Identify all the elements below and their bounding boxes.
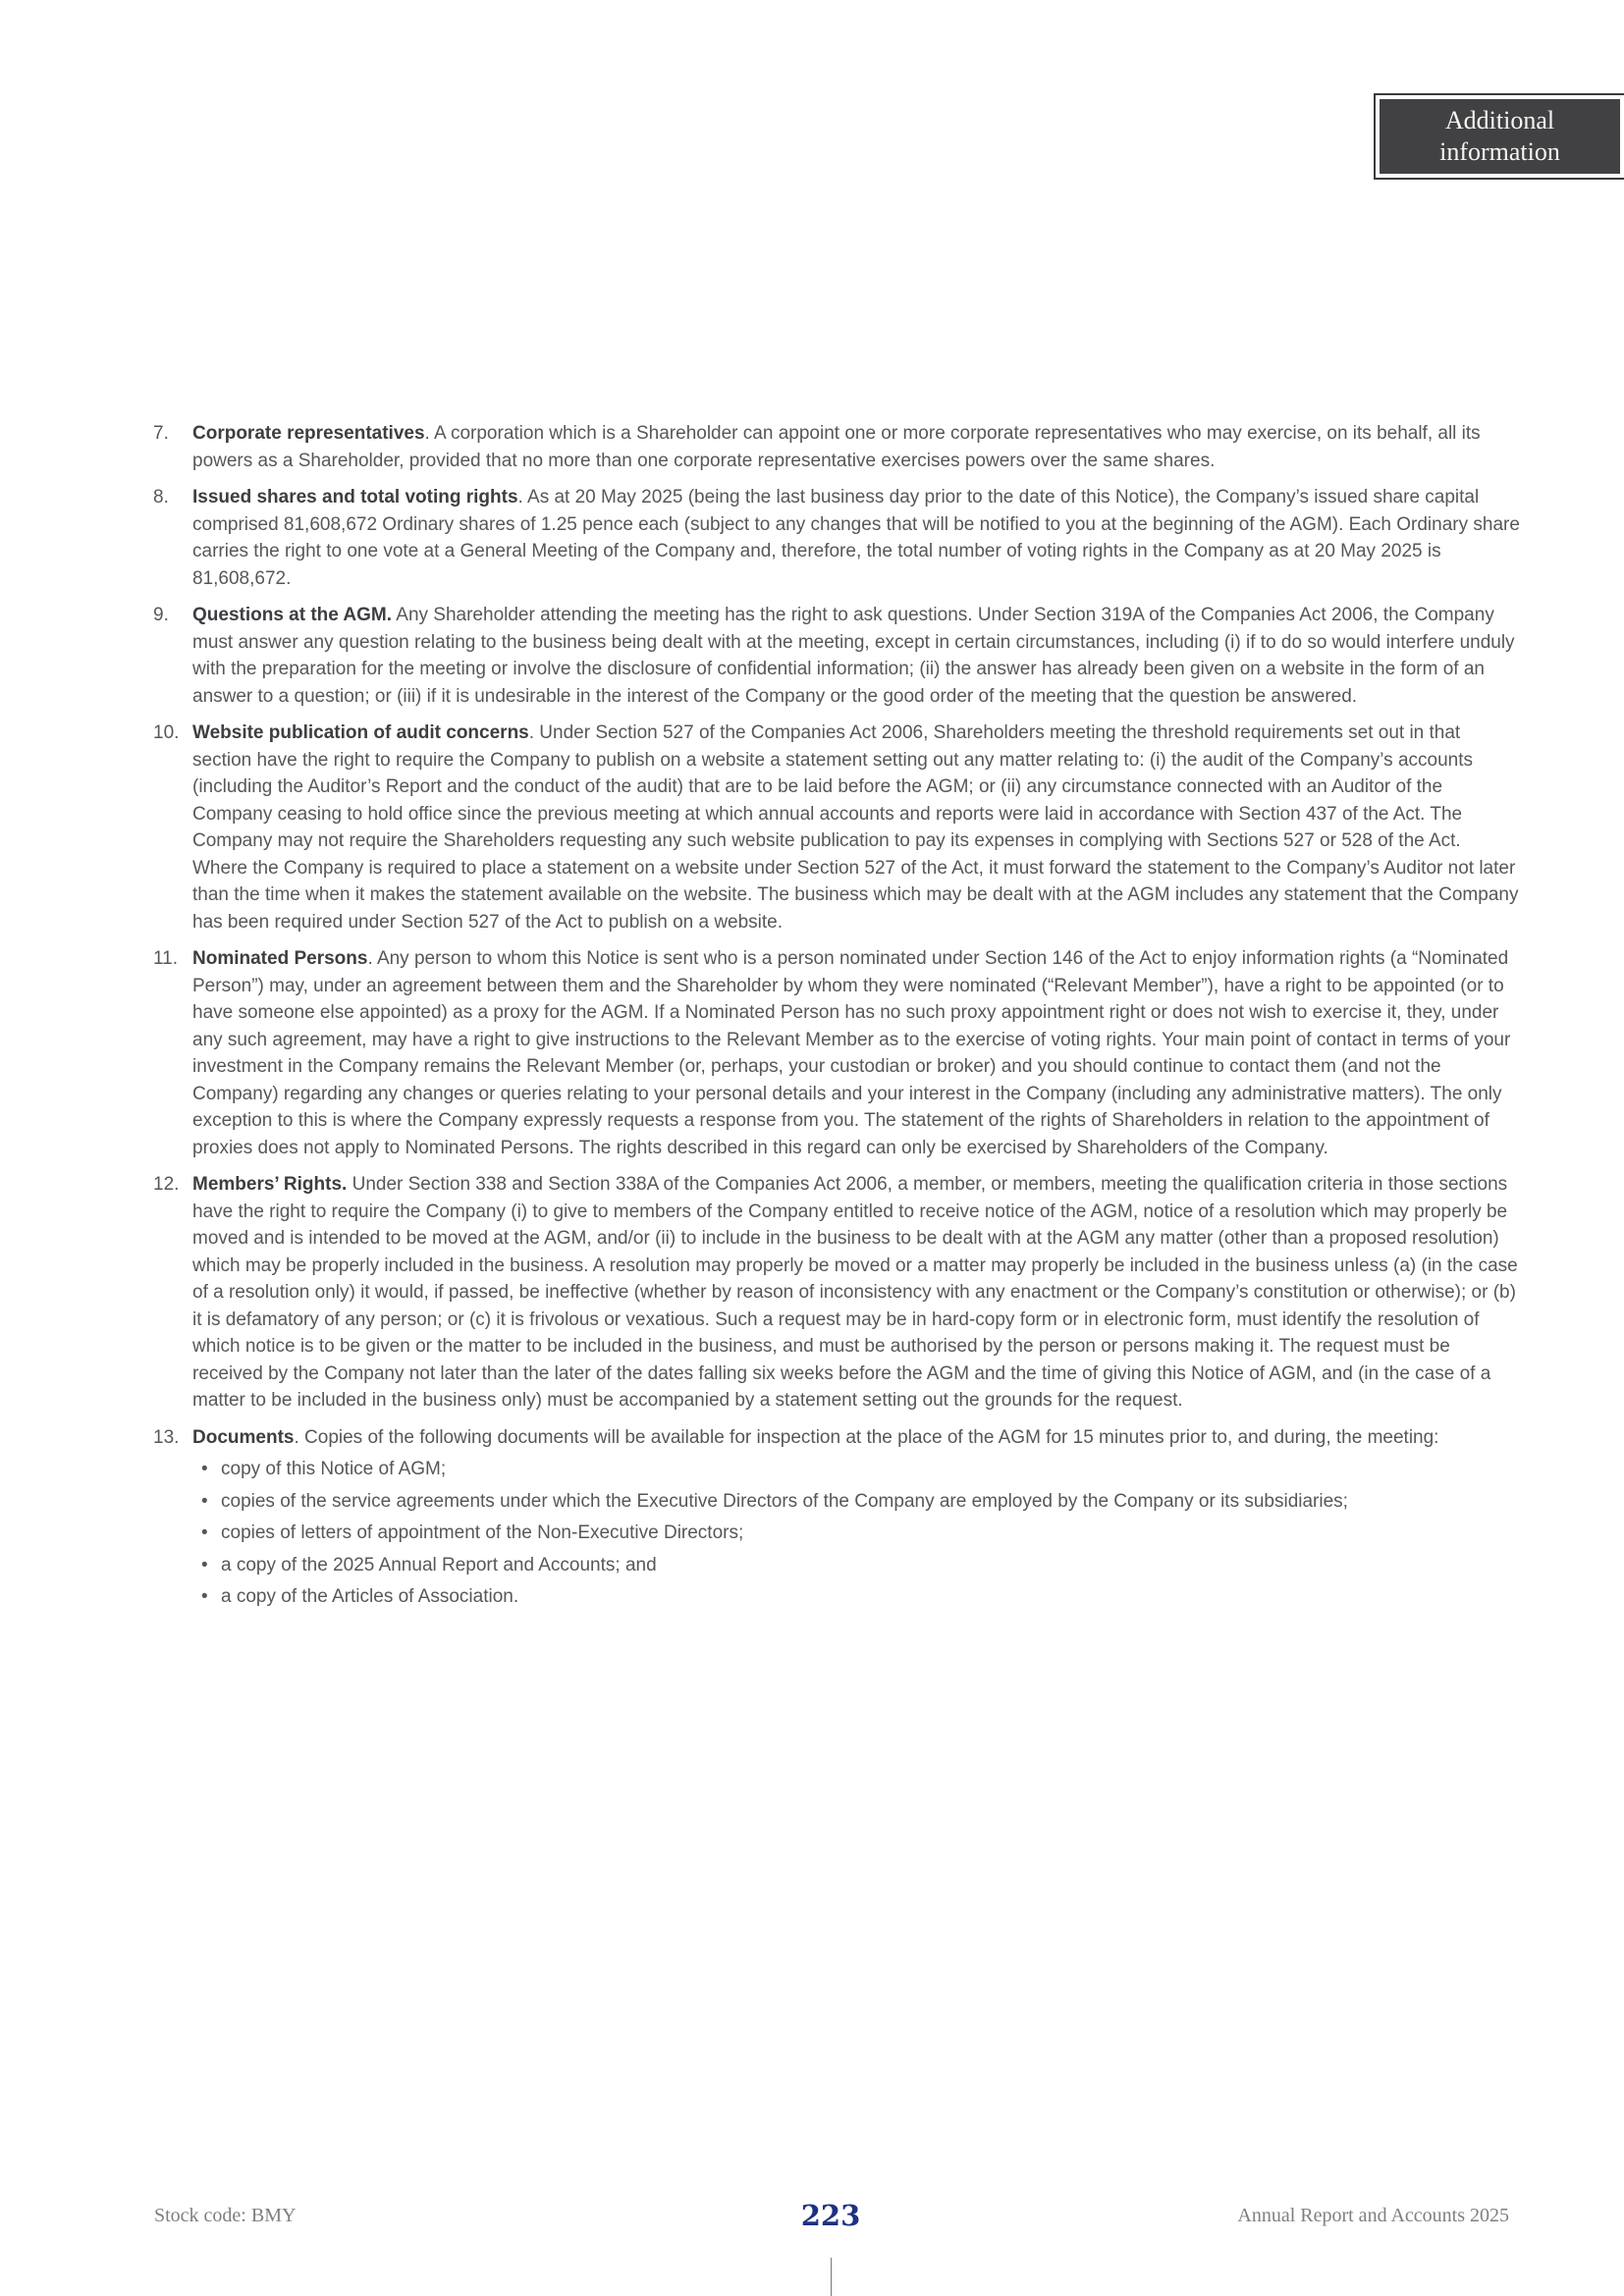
section-tab-line-1: Additional [1444, 106, 1555, 134]
note-heading: Issued shares and total voting rights [192, 487, 518, 507]
note-body [192, 1424, 1520, 1611]
bullet-item [201, 1520, 1520, 1547]
note-body [192, 1171, 1520, 1415]
note-heading: Corporate representatives [192, 423, 425, 444]
note-heading: Questions at the AGM. [192, 605, 393, 625]
section-tab-additional-information [1374, 93, 1624, 180]
bullet-item [201, 1552, 1520, 1579]
note-heading: Members’ Rights. [192, 1174, 348, 1195]
note-body [192, 720, 1520, 935]
bullet-item [201, 1488, 1520, 1516]
bullet-text: copies of letters of appointment of the Non-Executive Directors; [221, 1522, 744, 1543]
section-tab-label [1380, 99, 1620, 174]
agm-notes-list [153, 420, 1520, 1621]
note-number: 8. [153, 487, 169, 507]
note-number: 13. [153, 1426, 180, 1448]
bullet-text: copies of the service agreements under which the Executive Directors of the Company are employed by the Company or its subsidiaries; [221, 1490, 1348, 1512]
note-body [192, 420, 1520, 474]
note-number: 12. [153, 1174, 180, 1195]
note-heading: Website publication of audit concerns [192, 722, 529, 743]
note-body [192, 484, 1520, 592]
spine-mark-line [831, 2258, 832, 2296]
bullet-dot-icon: • [201, 1554, 208, 1575]
bullet-item [201, 1583, 1520, 1611]
stock-code: Stock code: BMY [154, 2205, 297, 2226]
note-item-7 [153, 420, 1520, 474]
note-number: 10. [153, 722, 180, 743]
note-item-9 [153, 602, 1520, 710]
note-text: . Under Section 527 of the Companies Act 2006, Shareholders meeting the threshold requirements set out in that section have the right to require the Company to publish on a website a statement setting out any matter relating to: (i) the audit of the Company’s accounts (including the Auditor’s Report and the conduct of the audit) that are to be laid before the AGM; or (ii) any circumstance connected with an Auditor of the Company ceasing to hold office since the previous meeting at which annual accounts and reports were laid in accordance with Section 437 of the Act. The Company may not require the Shareholders requesting any such website publication to pay its expenses in complying with Sections 527 or 528 of the Act. Where the Company is required to place a statement on a website under Section 527 of the Act, it must forward the statement to the Company’s Auditor not later than the time when it makes the statement available on the website. The business which may be dealt with at the AGM includes any statement that the Company has been required under Section 527 of the Act to publish on a website. [192, 722, 1519, 933]
report-title: Annual Report and Accounts 2025 [1237, 2205, 1509, 2226]
bullet-dot-icon: • [201, 1490, 208, 1512]
note-item-12 [153, 1171, 1520, 1415]
note-number: 9. [153, 605, 169, 625]
note-text: . A corporation which is a Shareholder can appoint one or more corporate representatives who may exercise, on its behalf, all its powers as a Shareholder, provided that no more than one corporate representative exercises powers over the same shares. [192, 423, 1481, 471]
note-item-10 [153, 720, 1520, 935]
section-tab-line-2: information [1439, 137, 1560, 166]
note-heading: Nominated Persons [192, 948, 368, 969]
note-item-13 [153, 1424, 1520, 1611]
note-number: 11. [153, 948, 179, 969]
note-item-8 [153, 484, 1520, 592]
bullet-dot-icon: • [201, 1459, 208, 1479]
bullet-dot-icon: • [201, 1522, 208, 1543]
note-text: Any Shareholder attending the meeting has the right to ask questions. Under Section 319A of the Companies Act 2006, the Company must answer any question relating to the business being dealt with at the meeting, except in certain circumstances, including (i) if to do so would interfere unduly with the preparation for the meeting or involve the disclosure of confidential information; (ii) the answer has already been given on a website in the form of an answer to a question; or (iii) if it is undesirable in the interest of the Company or the good order of the meeting that the question be answered. [192, 605, 1515, 707]
note-item-11 [153, 945, 1520, 1161]
page-number: 223 [800, 2199, 861, 2232]
bullet-text: a copy of the 2025 Annual Report and Accounts; and [221, 1554, 657, 1575]
bullet-text: copy of this Notice of AGM; [221, 1459, 447, 1479]
note-body [192, 945, 1520, 1161]
note-text: . As at 20 May 2025 (being the last business day prior to the date of this Notice), the Company’s issued share capital comprised 81,608,672 Ordinary shares of 1.25 pence each (subject to any changes that will be notified to you at the beginning of the AGM). Each Ordinary share carries the right to one vote at a General Meeting of the Company and, therefore, the total number of voting rights in the Company as at 20 May 2025 is 81,608,672. [192, 487, 1520, 589]
note-text: . Any person to whom this Notice is sent who is a person nominated under Section 146 of the Act to enjoy information rights (a “Nominated Person”) may, under an agreement between them and the Shareholder by whom they were nominated (“Relevant Member”), have a right to be appointed (or to have someone else appointed) as a proxy for the AGM. If a Nominated Person has no such proxy appointment right or does not wish to exercise it, they, under any such agreement, may have a right to give instructions to the Relevant Member as to the exercise of voting rights. Your main point of contact in terms of your investment in the Company remains the Relevant Member (or, perhaps, your custodian or broker) and you should continue to contact them (and not the Company) regarding any changes or queries relating to your personal details and your interest in the Company (including any administrative matters). The only exception to this is where the Company expressly requests a response from you. The statement of the rights of Shareholders in relation to the appointment of proxies does not apply to Nominated Persons. The rights described in this regard can only be exercised by Shareholders of the Company. [192, 948, 1511, 1158]
documents-bullet-list [192, 1456, 1520, 1611]
note-text: . Copies of the following documents will be available for inspection at the place of the AGM for 15 minutes prior to, and during, the meeting: [294, 1426, 1439, 1448]
note-body [192, 602, 1520, 710]
note-heading: Documents [192, 1426, 295, 1448]
bullet-text: a copy of the Articles of Association. [221, 1586, 519, 1607]
note-number: 7. [153, 423, 169, 444]
bullet-item [201, 1456, 1520, 1483]
bullet-dot-icon: • [201, 1586, 208, 1607]
note-text: Under Section 338 and Section 338A of the Companies Act 2006, a member, or members, meeting the qualification criteria in those sections have the right to require the Company (i) to give to members of the Company entitled to receive notice of the AGM, notice of a resolution which may properly be moved and is intended to be moved at the AGM, and/or (ii) to include in the business to be dealt with at the AGM any matter (other than a proposed resolution) which may be properly included in the business. A resolution may properly be moved or a matter may properly be included in the business unless (a) (in the case of a resolution only) it would, if passed, be ineffective (whether by reason of inconsistency with any enactment or the Company’s constitution or otherwise); or (b) it is defamatory of any person; or (c) it is frivolous or vexatious. Such a request may be in hard-copy form or in electronic form, must identify the resolution of which notice is to be given or the matter to be included in the business, and must be authorised by the person or persons making it. The request must be received by the Company not later than the later of the dates falling six weeks before the AGM and the time of giving this Notice of AGM, and (in the case of a matter to be included in the business only) must be accompanied by a statement setting out the grounds for the request. [192, 1174, 1518, 1411]
